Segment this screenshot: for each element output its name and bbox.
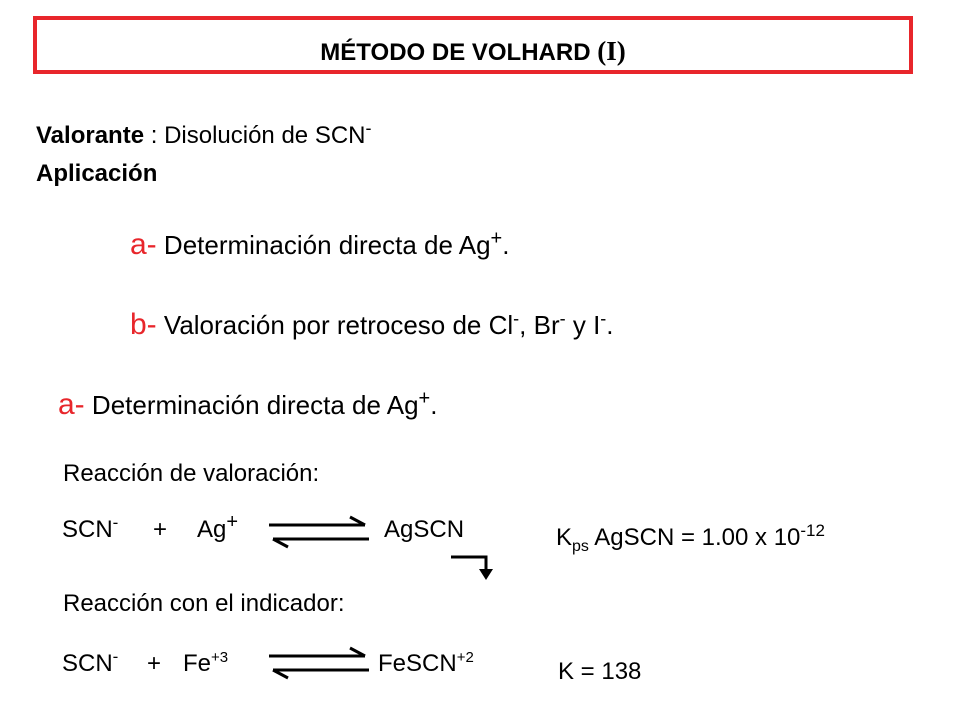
item-b-letter: b- [130, 308, 157, 341]
reaction2-fe-charge: +3 [211, 649, 229, 666]
reaction1-product: AgSCN [384, 516, 465, 543]
section-a-heading [58, 387, 438, 421]
title-text: MÉTODO DE VOLHARD [320, 39, 591, 66]
item-a [130, 227, 510, 261]
item-a-letter: a- [130, 228, 157, 261]
ksp-k: K [556, 524, 573, 551]
section-a-end: . [430, 390, 438, 420]
section-a-letter: a- [58, 388, 85, 421]
valorante-charge: - [365, 118, 372, 138]
item-b-charge-cl: - [513, 308, 520, 329]
ksp-expression [556, 521, 825, 555]
reaction1-ag: Ag [197, 516, 227, 543]
aplicacion-heading: Aplicación [36, 160, 158, 187]
item-b-charge-i: - [600, 308, 607, 329]
precipitate-arrow [446, 545, 496, 585]
title-box [33, 16, 913, 74]
reaction2-scn: SCN [62, 650, 113, 677]
item-b-end: . [606, 310, 614, 340]
reaction2-reactant-scn [62, 647, 119, 677]
title-numeral: (I) [597, 36, 626, 66]
valorante-text: Disolución de SCN [164, 122, 366, 149]
reaction1-plus: + [153, 516, 168, 543]
reaction2-fe: Fe [183, 650, 212, 677]
item-a-charge: + [490, 227, 503, 250]
item-b-text-br: , Br [519, 310, 560, 340]
ksp-exponent: -12 [800, 521, 825, 540]
item-a-end: . [502, 230, 510, 260]
section-a-text: Determinación directa de Ag [84, 390, 419, 420]
page-title [37, 36, 909, 67]
item-b [130, 310, 614, 340]
reaction1-reactant-ag [197, 511, 239, 543]
section-a-charge: + [418, 387, 431, 410]
equilibrium-arrow-1 [265, 512, 375, 552]
reaction2-scn-charge: - [112, 647, 119, 666]
k-expression: K = 138 [558, 658, 642, 685]
reaction2-product-text: FeSCN [378, 650, 457, 677]
item-b-charge-br: - [559, 308, 566, 329]
reaction1-heading: Reacción de valoración: [63, 460, 320, 487]
reaction1-reactant-scn [62, 513, 119, 543]
item-a-text: Determinación directa de Ag [156, 230, 491, 260]
item-b-text-i: y I [565, 310, 601, 340]
reaction1-scn: SCN [62, 516, 113, 543]
valorante-sep: : [144, 122, 165, 149]
ksp-sub: ps [572, 537, 589, 555]
item-b-text: Valoración por retroceso de Cl [156, 310, 514, 340]
reaction2-product-charge: +2 [456, 649, 474, 666]
reaction1-scn-charge: - [112, 513, 119, 532]
ksp-text: AgSCN = 1.00 x 10 [588, 524, 801, 551]
reaction2-reactant-fe [183, 649, 229, 677]
reaction2-product [378, 649, 474, 677]
valorante-label: Valorante [36, 122, 145, 149]
reaction2-heading: Reacción con el indicador: [63, 590, 345, 617]
equilibrium-arrow-2 [265, 643, 375, 683]
reaction1-ag-charge: + [226, 511, 239, 533]
reaction2-plus: + [147, 650, 162, 677]
valorante-line [36, 118, 372, 149]
